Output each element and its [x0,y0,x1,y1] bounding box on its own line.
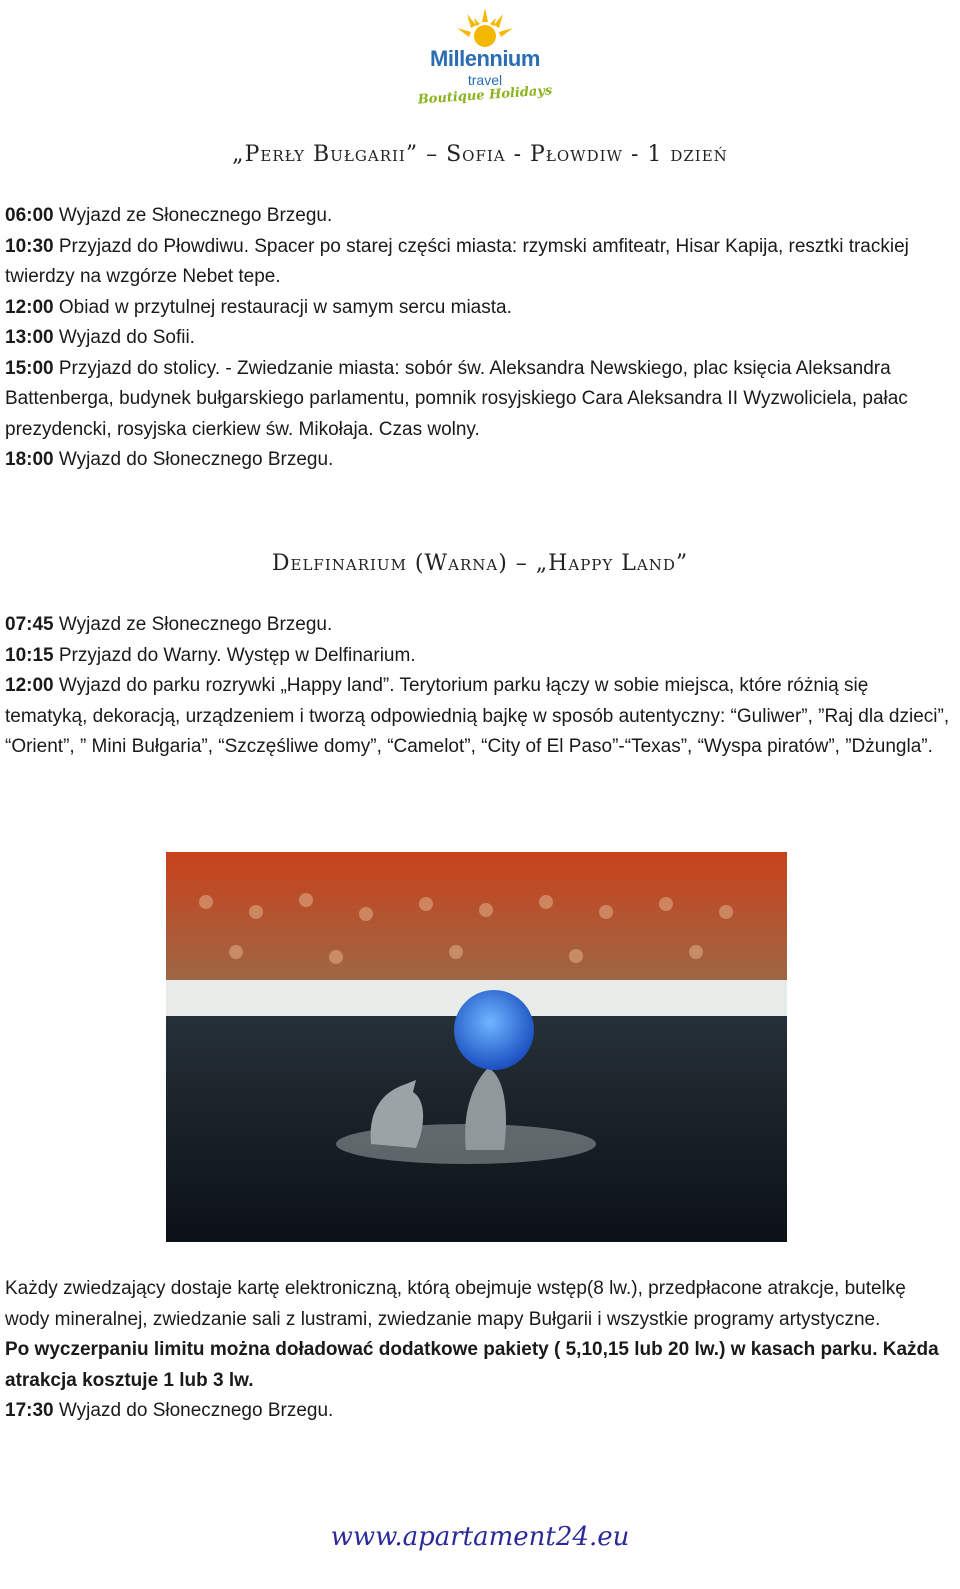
section-1-title: „Perły Bułgarii” – Sofia - Płowdiw - 1 dzień [232,142,728,167]
item-time: 13:00 [5,327,54,348]
logo-sub-text: travel [467,72,503,88]
itinerary-item [5,354,955,446]
section-2-itinerary [5,610,955,763]
itinerary-item [5,445,955,476]
millennium-travel-logo [410,6,560,118]
itinerary-item [5,323,955,354]
item-text: Wyjazd do Słonecznego Brzegu. [53,1400,334,1421]
dolphin-show-photo [166,852,787,1242]
logo-tagline: Boutique Holidays [417,83,553,108]
itinerary-item [5,201,955,232]
itinerary-item [5,671,955,763]
item-text: Wyjazd do Słonecznego Brzegu. [53,449,334,470]
item-time: 07:45 [5,614,54,635]
itinerary-item [5,610,955,641]
ball [454,990,534,1070]
item-text: Wyjazd ze Słonecznego Brzegu. [53,614,333,635]
itinerary-item [5,641,955,672]
item-time: 15:00 [5,357,54,379]
item-text: Wyjazd do parku rozrywki „Happy land”. Terytorium parku łączy w sobie miejsca, które różnią się tematyką, dekoracją, urządzeniem i tworzą odpowiednią bajkę w sposób autentyczny: “Guliwer”, ”Raj dla dzieci”, “Orient”, ” Mini Bułgaria”, “Szczęśliwe domy”, “Camelot”, “City of El Paso”-“Texas”, “Wyspa piratów”, ”Dżungla”. [5,675,950,757]
footer-website: www.apartament24.eu [330,1522,630,1552]
item-text: Przyjazd do Warny. Występ w Delfinarium. [53,644,416,666]
section-1-itinerary [5,201,955,476]
item-time: 12:00 [5,296,54,318]
top-up-note: Po wyczerpaniu limitu można doładować dodatkowe pakiety ( 5,10,15 lub 20 lw.) w kasach parku. Każda atrakcja kosztuje 1 lub 3 lw. [5,1339,939,1391]
item-text: Przyjazd do Płowdiwu. Spacer po starej części miasta: rzymski amfiteatr, Hisar Kapija, resztki trackiej twierdzy na wzgórze Nebet tepe. [5,235,909,287]
item-time: 17:30 [5,1400,54,1421]
item-time: 06:00 [5,205,54,226]
item-time: 10:15 [5,644,54,666]
item-time: 18:00 [5,449,54,470]
item-text: Wyjazd ze Słonecznego Brzegu. [53,205,333,226]
item-text: Wyjazd do Sofii. [53,327,195,348]
logo-brand-name: Millennium [430,46,540,71]
itinerary-item [5,293,955,324]
item-time: 10:30 [5,235,54,257]
itinerary-item [5,1396,955,1427]
item-text: Przyjazd do stolicy. - Zwiedzanie miasta: sobór św. Aleksandra Newskiego, plac księcia Aleksandra Battenberga, budynek bułgarskiego parlamentu, pomnik rosyjskiego Cara Aleksandra II Wyzwoliciela, pałac prezydencki, rosyjska cierkiew św. Mikołaja. Czas wolny. [5,357,908,440]
card-info-paragraph: Każdy zwiedzający dostaje kartę elektroniczną, którą obejmuje wstęp(8 lw.), przedpłacone atrakcje, butelkę wody mineralnej, zwiedzanie sali z lustrami, zwiedzanie mapy Bułgarii i wszystkie programy artystyczne. [5,1278,906,1330]
section-2-title: Delfinarium (Warna) – „Happy Land” [271,551,689,576]
item-time: 12:00 [5,675,54,696]
stands [166,852,787,992]
section-3-info [5,1274,955,1427]
item-text: Obiad w przytulnej restauracji w samym sercu miasta. [53,296,512,318]
itinerary-item [5,232,955,293]
